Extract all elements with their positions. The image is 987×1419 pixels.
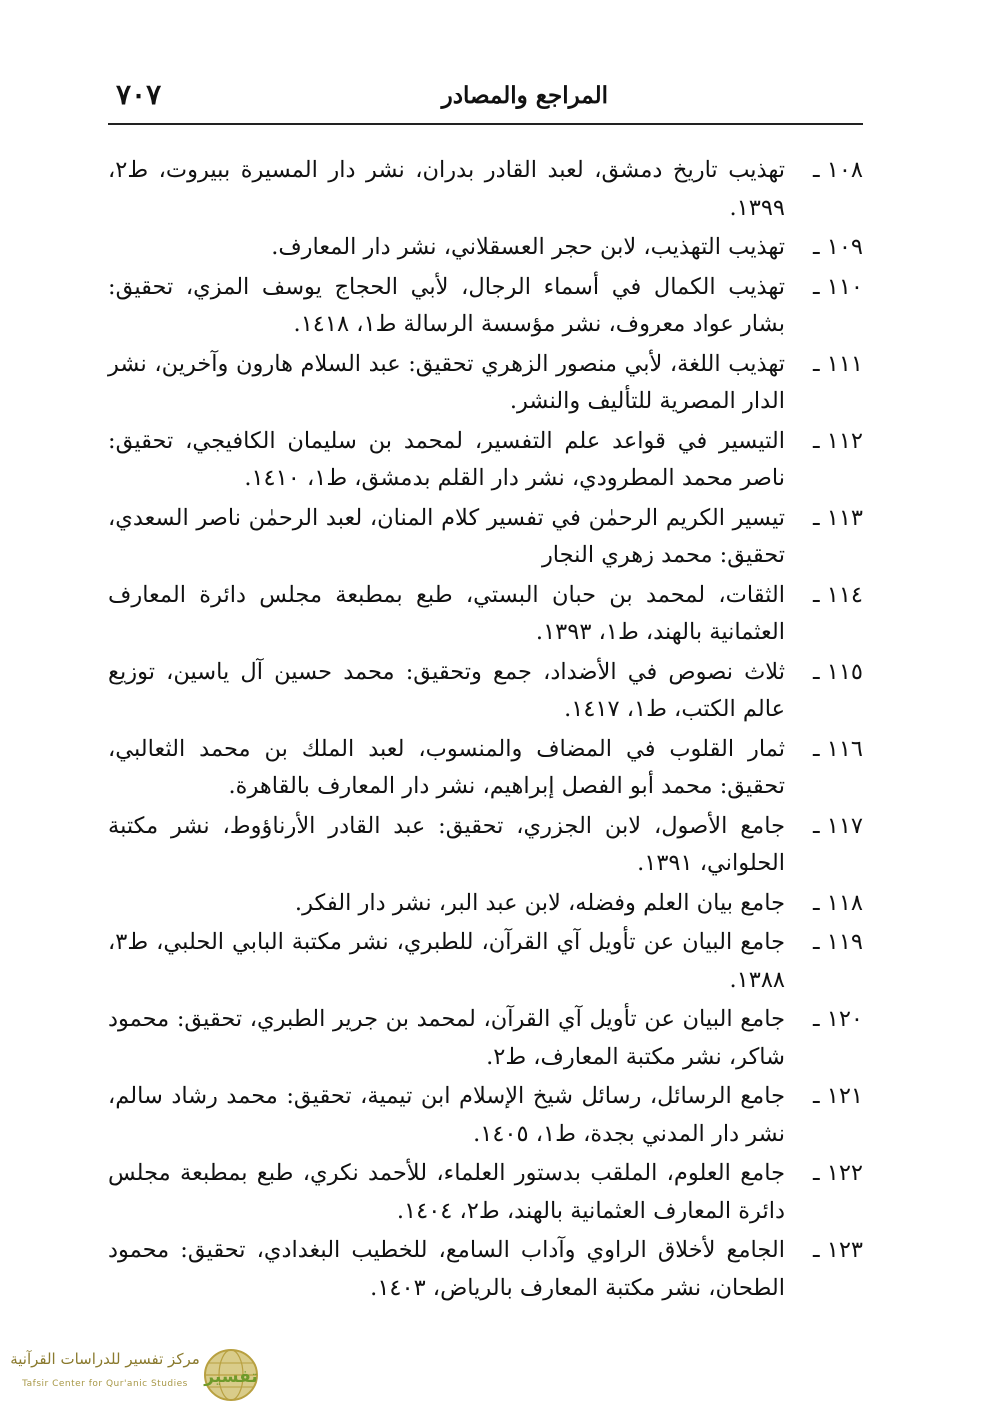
reference-text: جامع بيان العلم وفضله، لابن عبد البر، نشر دار الفكر. (294, 889, 785, 916)
reference-number: ١١٦ ـ (812, 735, 863, 762)
page-number: ٧٠٧ (116, 78, 162, 111)
reference-entry (108, 1001, 863, 1076)
reference-number: ١١١ ـ (812, 350, 863, 377)
reference-number: ١٢١ ـ (812, 1083, 863, 1109)
reference-entry (108, 808, 863, 883)
reference-number: ١٢٠ ـ (812, 1006, 863, 1032)
reference-text: تهذيب التهذيب، لابن حجر العسقلاني، نشر دار المعارف. (271, 234, 785, 260)
reference-entry (108, 1078, 863, 1153)
reference-entry (108, 924, 863, 999)
running-title: المراجع والمصادر (441, 82, 608, 109)
logo-word: تفسير (204, 1367, 258, 1387)
reference-entry (108, 346, 863, 421)
reference-text: التيسير في قواعد علم التفسير، لمحمد بن سليمان الكافيجي، تحقيق: ناصر محمد المطرودي، نشر دار القلم بدمشق، ط١، ١٤١٠. (108, 427, 785, 491)
reference-entry (108, 885, 863, 923)
logo-subtitle: Tafsir Center for Qur'anic Studies (22, 1379, 188, 1389)
page-header (108, 78, 863, 124)
reference-text: ثمار القلوب في المضاف والمنسوب، لعبد الملك بن محمد الثعالبي، تحقيق: محمد أبو الفصل إبراهيم، نشر دار المعارف بالقاهرة. (108, 735, 785, 799)
reference-number: ١١٥ ـ (812, 658, 863, 685)
reference-number: ١٠٩ ـ (812, 234, 863, 260)
reference-number: ١١٨ ـ (812, 889, 863, 916)
reference-entry (108, 654, 863, 729)
reference-text: تهذيب تاريخ دمشق، لعبد القادر بدران، نشر دار المسيرة ببيروت، ط٢، ١٣٩٩. (108, 157, 785, 221)
reference-text: جامع العلوم، الملقب بدستور العلماء، للأحمد نكري، طبع بمطبعة مجلس دائرة المعارف العثمانية بالهند، ط٢، ١٤٠٤. (108, 1160, 785, 1224)
logo-text: مركز تفسير للدراسات القرآنية (10, 1350, 200, 1368)
reference-entry (108, 152, 863, 227)
reference-text: تيسير الكريم الرحمٰن في تفسير كلام المنان، لعبد الرحمٰن ناصر السعدي، تحقيق: محمد زهري النجار (108, 504, 785, 568)
reference-number: ١١٩ ـ (812, 929, 863, 955)
reference-entry (108, 1232, 863, 1307)
reference-entry (108, 1155, 863, 1230)
reference-number: ١١٣ ـ (812, 504, 863, 531)
reference-text: الثقات، لمحمد بن حبان البستي، طبع بمطبعة مجلس دائرة المعارف العثمانية بالهند، ط١، ١٣٩٣. (108, 581, 785, 645)
reference-text: ثلاث نصوص في الأضداد، جمع وتحقيق: محمد حسين آل ياسين، توزيع عالم الكتب، ط١، ١٤١٧. (108, 658, 785, 722)
reference-entry (108, 500, 863, 575)
globe-icon (202, 1346, 260, 1404)
reference-text: تهذيب اللغة، لأبي منصور الزهري تحقيق: عبد السلام هارون وآخرين، نشر الدار المصرية للتأليف والنشر. (108, 350, 785, 414)
reference-entry (108, 423, 863, 498)
reference-text: جامع البيان عن تأويل آي القرآن، للطبري، نشر مكتبة البابي الحلبي، ط٣، ١٣٨٨. (108, 929, 785, 993)
reference-number: ١١٠ ـ (812, 273, 863, 300)
publisher-logo (10, 1346, 260, 1404)
reference-text: جامع الأصول، لابن الجزري، تحقيق: عبد القادر الأرناؤوط، نشر مكتبة الحلواني، ١٣٩١. (108, 812, 785, 876)
reference-entry (108, 731, 863, 806)
reference-entry (108, 229, 863, 267)
reference-number: ١١٤ ـ (812, 581, 863, 608)
reference-text: جامع البيان عن تأويل آي القرآن، لمحمد بن جرير الطبري، تحقيق: محمود شاكر، نشر مكتبة المعارف، ط٢. (108, 1006, 785, 1070)
reference-number: ١٠٨ ـ (812, 157, 863, 183)
reference-entry (108, 269, 863, 344)
reference-text: الجامع لأخلاق الراوي وآداب السامع، للخطيب البغدادي، تحقيق: محمود الطحان، نشر مكتبة المعارف بالرياض، ١٤٠٣. (108, 1237, 785, 1301)
header-rule (108, 123, 863, 125)
reference-text: جامع الرسائل، رسائل شيخ الإسلام ابن تيمية، تحقيق: محمد رشاد سالم، نشر دار المدني بجدة، ط١، ١٤٠٥. (108, 1083, 785, 1147)
reference-number: ١١٢ ـ (812, 427, 863, 454)
reference-number: ١٢٣ ـ (812, 1237, 863, 1263)
reference-list (108, 152, 863, 1309)
reference-text: تهذيب الكمال في أسماء الرجال، لأبي الحجاج يوسف المزي، تحقيق: بشار عواد معروف، نشر مؤسسة الرسالة ط١، ١٤١٨. (108, 273, 785, 337)
reference-entry (108, 577, 863, 652)
reference-number: ١٢٢ ـ (812, 1160, 863, 1186)
reference-number: ١١٧ ـ (812, 812, 863, 839)
